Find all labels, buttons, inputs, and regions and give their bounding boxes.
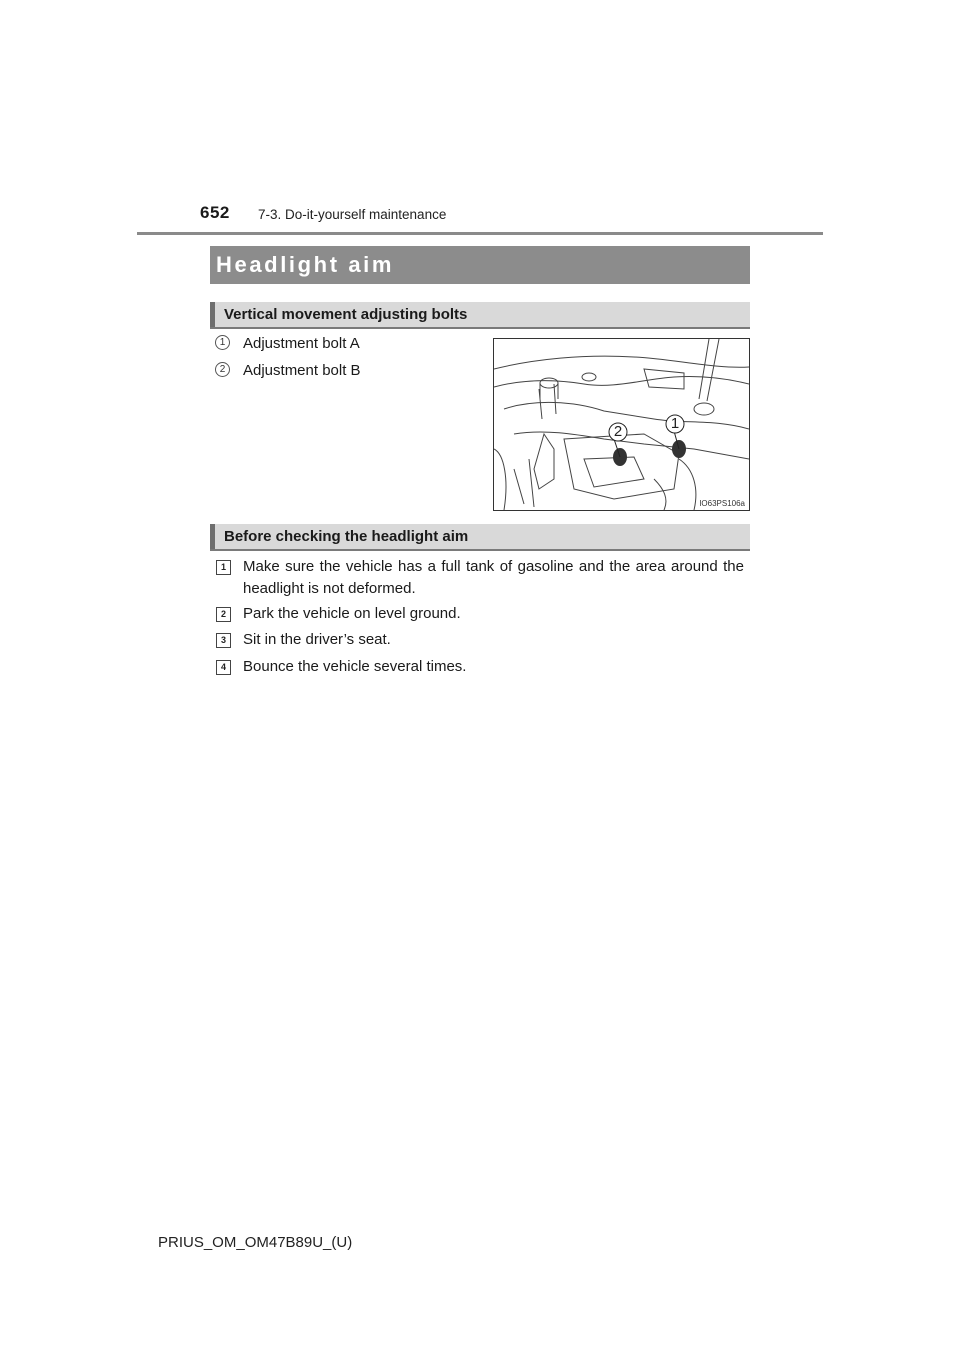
footer-doc-code: PRIUS_OM_OM47B89U_(U) xyxy=(158,1234,353,1251)
figure-code: IO63PS106a xyxy=(699,499,745,508)
subheading-vertical-bolts xyxy=(210,302,750,329)
figure-callout-2: 2 xyxy=(613,423,623,440)
subheading-bar xyxy=(210,302,215,327)
step-text-1: Make sure the vehicle has a full tank of gasoline and the area around the headlight is not deformed. xyxy=(243,558,744,597)
callout-number-1: 1 xyxy=(215,335,230,350)
subheading-bar xyxy=(210,524,215,549)
bolt-label-a: Adjustment bolt A xyxy=(243,335,360,352)
step-text-3: Sit in the driver’s seat. xyxy=(243,631,391,648)
headlight-figure xyxy=(493,338,750,511)
step-text-2: Park the vehicle on level ground. xyxy=(243,605,461,622)
subheading-before-checking xyxy=(210,524,750,551)
callout-number-2: 2 xyxy=(215,362,230,377)
step-number-3: 3 xyxy=(216,633,231,648)
figure-callout-1: 1 xyxy=(670,415,680,432)
step-number-2: 2 xyxy=(216,607,231,622)
step-number-4: 4 xyxy=(216,660,231,675)
step-text-4: Bounce the vehicle several times. xyxy=(243,658,467,675)
section-path: 7-3. Do-it-yourself maintenance xyxy=(258,207,447,222)
page-number: 652 xyxy=(200,203,230,222)
subheading-text: Before checking the headlight aim xyxy=(224,528,469,545)
main-heading: Headlight aim xyxy=(210,246,750,284)
step-number-1: 1 xyxy=(216,560,231,575)
subheading-text: Vertical movement adjusting bolts xyxy=(224,306,468,323)
header-rule xyxy=(137,232,823,235)
bolt-label-b: Adjustment bolt B xyxy=(243,362,361,379)
